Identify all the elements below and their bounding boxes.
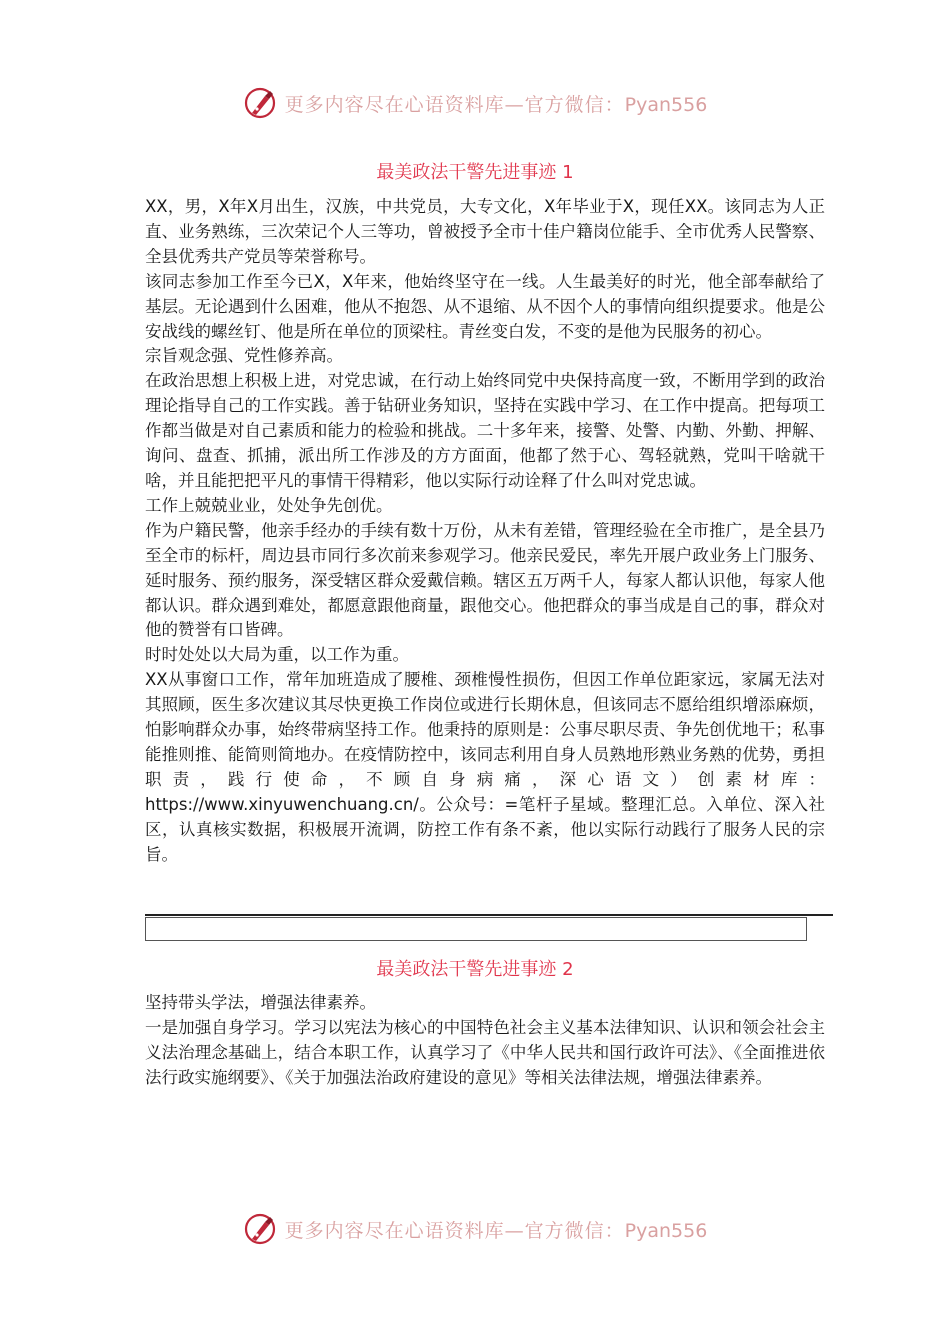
article-1-title: 最美政法干警先进事迹 1 <box>376 162 574 183</box>
article-1-paragraph: 在政治思想上积极上进，对党忠诚，在行动上始终同党中央保持高度一致，不断用学到的政治理论指导自己的工作实践。善于钻研业务知识，坚持在实践中学习、在工作中提高。把每项工作都当做是对自己素质和能力的检验和挑战。二十多年来，接警、处警、内勤、外勤、押解、询问、盘查、抓捕，派出所工作涉及的方方面面，他都了然于心、驾轻就熟，党叫干啥就干啥，并且能把把平凡的事情干得精彩，他以实际行动诠释了什么叫对党忠诚。 <box>145 371 825 490</box>
article-2-body <box>145 991 825 1091</box>
wechat-handle: Pyan556 <box>624 93 708 116</box>
wechat-handle: Pyan556 <box>624 1219 708 1242</box>
article-2-paragraph: 一是加强自身学习。学习以宪法为核心的中国特色社会主义基本法律知识、认识和领会社会主义法治理念基础上，结合本职工作，认真学习了《中华人民共和国行政许可法》、《全面推进依法行政实施纲要》、《关于加强法治政府建设的意见》等相关法律法规，增强法律素养。 <box>145 1017 825 1087</box>
article-1-paragraph: XX从事窗口工作，常年加班造成了腰椎、颈椎慢性损伤，但因工作单位距家远，家属无法对其照顾，医生多次建议其尽快更换工作岗位或进行长期休息，但该同志不愿给组织增添麻烦，怕影响群众办事，始终带病坚持工作。他秉持的原则是：公事尽职尽责、争先创优地干；私事能推则推、能简则简地办。在疫情防控中，该同志利用自身人员熟地形熟业务熟的优势，勇担职责，践行使命，不顾自身病痛，深心语文）创素材库：https://www.xinyuwenchuang.cn/。公众号：=笔杆子星域。整理汇总。入单位、深入社区，认真核实数据，积极展开流调，防控工作有条不紊，他以实际行动践行了服务人民的宗旨。 <box>145 670 825 864</box>
banner-text: 更多内容尽在心语资料库—官方微信：Pyan556 <box>284 1219 708 1242</box>
article-1-subheading: 宗旨观念强、党性修养高。 <box>145 346 343 366</box>
article-1-body <box>145 195 825 867</box>
empty-text-box <box>145 917 807 941</box>
footer-banner <box>0 1212 950 1246</box>
section-divider <box>145 914 833 916</box>
article-1-subheading: 工作上兢兢业业，处处争先创优。 <box>145 495 393 515</box>
article-1-paragraph: 该同志参加工作至今已X，X年来，他始终坚守在一线。人生最美好的时光，他全部奉献给了基层。无论遇到什么困难，他从不抱怨、从不退缩、从不因个人的事情向组织提要求。他是公安战线的螺丝钉、他是所在单位的顶梁柱。青丝变白发，不变的是他为民服务的初心。 <box>145 271 825 341</box>
article-1-paragraph: 作为户籍民警，他亲手经办的手续有数十万份，从未有差错，管理经验在全市推广，是全县乃至全市的标杆，周边县市同行多次前来参观学习。他亲民爱民，率先开展户政业务上门服务、延时服务、预约服务，深受辖区群众爱戴信赖。辖区五万两千人，每家人都认识他，每家人他都认识。群众遇到难处，都愿意跟他商量，跟他交心。他把群众的事当成是自己的事，群众对他的赞誉有口皆碑。 <box>145 520 825 640</box>
pen-nib-logo-icon <box>243 86 277 120</box>
article-2-subheading: 坚持带头学法，增强法律素养。 <box>145 993 376 1012</box>
banner-text: 更多内容尽在心语资料库—官方微信：Pyan556 <box>284 93 708 116</box>
article-2-title: 最美政法干警先进事迹 2 <box>376 959 574 980</box>
article-1-paragraph: XX，男，X年X月出生，汉族，中共党员，大专文化，X年毕业于X，现任XX。该同志为人正直、业务熟练，三次荣记个人三等功，曾被授予全市十佳户籍岗位能手、全市优秀人民警察、全县优秀共产党员等荣誉称号。 <box>145 197 825 266</box>
header-banner <box>0 86 950 120</box>
article-1-subheading: 时时处处以大局为重，以工作为重。 <box>145 645 409 665</box>
pen-nib-logo-icon <box>243 1212 277 1246</box>
